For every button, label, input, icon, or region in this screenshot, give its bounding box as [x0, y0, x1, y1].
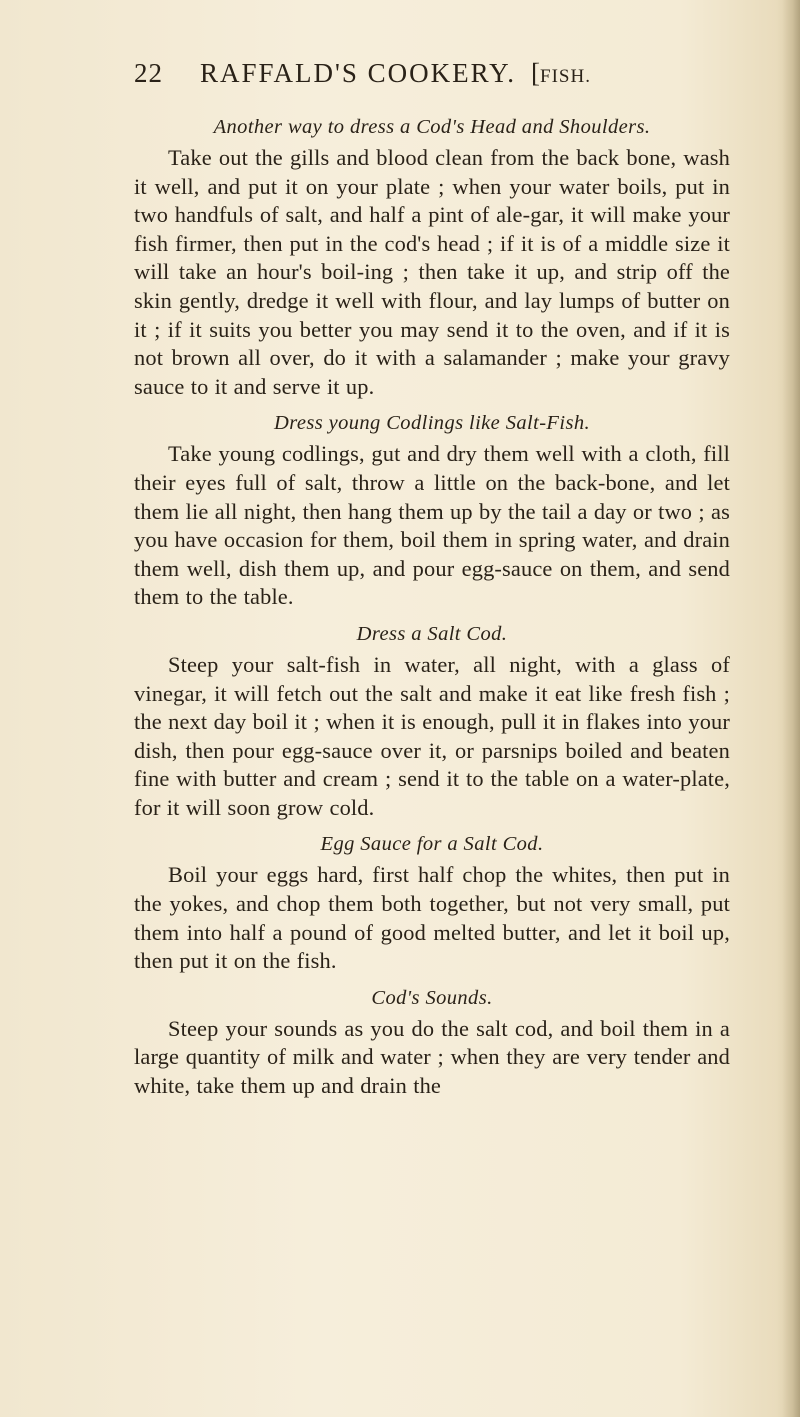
recipe-cods-sounds [134, 981, 730, 1101]
recipe-young-codlings [134, 406, 730, 612]
recipe-heading: Cod's Sounds. [371, 986, 493, 1009]
running-title: RAFFALD'S COOKERY. [200, 58, 516, 88]
recipe-salt-cod [134, 617, 730, 823]
recipe-body: Steep your sounds as you do the salt cod, and boil them in a large quantity of milk and water ; when they are very tender and white, take them up and drain the [134, 1015, 730, 1099]
section-bracket: [ [531, 58, 540, 88]
recipe-body: Take young codlings, gut and dry them well with a cloth, fill their eyes full of salt, throw a little on the back-bone, and let them lie all night, then hang them up by the tail a day or two ; as you have occasion for them, boil them in spring water, and drain them well, dish them up, and pour egg-sauce on them, and send them to the table. [134, 441, 730, 610]
recipe-cods-head [134, 110, 730, 401]
page-number: 22 [134, 58, 163, 88]
page-edge-shadow [782, 0, 800, 1417]
recipe-heading: Another way to dress a Cod's Head and Shoulders. [213, 116, 651, 138]
recipe-heading: Dress young Codlings like Salt-Fish. [274, 412, 590, 435]
recipe-egg-sauce [134, 827, 730, 975]
recipe-body: Boil your eggs hard, first half chop the whites, then put in the yokes, and chop them both together, but not very small, put them into half a pound of good melted butter, and let it boil up, then put it on the fish. [134, 862, 730, 974]
recipe-heading: Egg Sauce for a Salt Cod. [320, 833, 544, 856]
page-header [134, 58, 724, 98]
section-initial: F [540, 66, 552, 87]
section-rest: ISH. [551, 66, 591, 87]
recipe-heading: Dress a Salt Cod. [356, 622, 508, 645]
recipe-body: Take out the gills and blood clean from the back bone, wash it well, and put it on your plate ; when your water boils, put in two handfuls of salt, and half a pint of ale-gar, it will make your fish firmer, then put in the cod's head ; if it is of a middle size it will take an hour's boil-ing ; then take it up, and strip off the skin gently, dredge it well with flour, and lay lumps of butter on it ; if it suits you better you may send it to the oven, and if it is not brown all over, do it with a salamander ; make your gravy sauce to it and serve it up. [134, 145, 730, 399]
page-content [134, 110, 730, 1101]
recipe-body: Steep your salt-fish in water, all night, with a glass of vinegar, it will fetch out the salt and make it eat like fresh fish ; the next day boil it ; when it is enough, pull it in flakes into your dish, then pour egg-sauce over it, or parsnips boiled and beaten fine with butter and cream ; send it to the table on a water-plate, for it will soon grow cold. [134, 651, 730, 820]
section-tag [531, 58, 591, 89]
